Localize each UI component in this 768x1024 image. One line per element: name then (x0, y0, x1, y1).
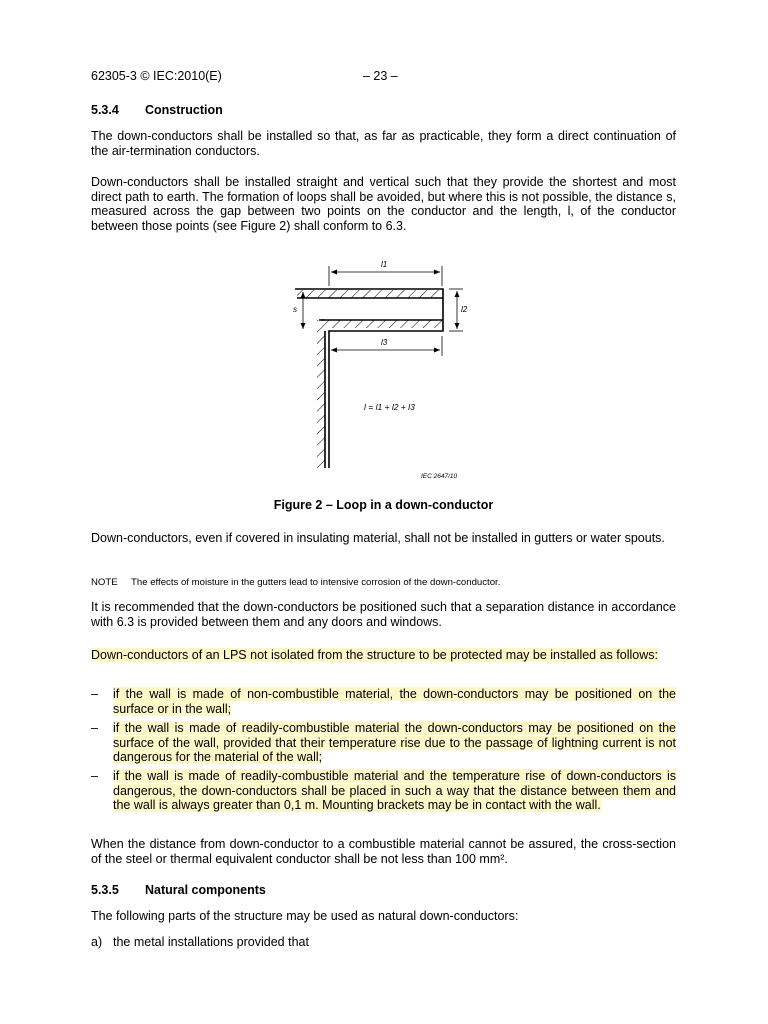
section-number: 5.3.4 (91, 103, 119, 117)
section-number: 5.3.5 (91, 883, 119, 897)
list-item (91, 721, 676, 765)
paragraph-cross-section: When the distance from down-conductor to a combustible material cannot be assured, the cross-section of the steel or thermal equivalent conductor shall be not less than 100 mm². (91, 837, 676, 866)
paragraph-natural: The following parts of the structure may be used as natural down-conductors: (91, 909, 519, 923)
paragraph-lps-installation (91, 648, 676, 663)
paragraph-separation: It is recommended that the down-conductors be positioned such that a separation distance in accordance with 6.3 is provided between them and any doors and windows. (91, 600, 676, 629)
list-item (91, 769, 676, 813)
note-text: The effects of moisture in the gutters lead to intensive corrosion of the down-conductor. (131, 577, 501, 588)
page-number: – 23 – (363, 69, 398, 83)
note (91, 577, 500, 588)
paragraph-continuation: The down-conductors shall be installed so that, as far as practicable, they form a direct continuation of the air-termination conductors. (91, 129, 676, 158)
label-l1: l1 (381, 260, 388, 269)
loop-formula: l = l1 + l2 + l3 (364, 402, 415, 412)
section-heading-5-3-5 (91, 883, 266, 897)
list-item-text: the metal installations provided that (113, 935, 309, 949)
wall-hatching (297, 290, 443, 468)
highlighted-text: Down-conductors of an LPS not isolated from the structure to be protected may be installed as follows: (91, 648, 658, 662)
iec-reference: IEC 2647/10 (421, 473, 458, 480)
list-item-label: a) (91, 935, 103, 949)
figure-2-loop-diagram (291, 256, 471, 486)
standard-reference: 62305-3 © IEC:2010(E) (91, 69, 222, 83)
list-dash: – (91, 687, 98, 701)
figure-caption: Figure 2 – Loop in a down-conductor (273, 498, 494, 512)
list-dash: – (91, 721, 98, 735)
list-item-text: if the wall is made of readily-combustible material the down-conductors may be positioned on the surface of the wall, provided that their temperature rise due to the passage of lightning current is not dangerous for the material of the wall; (113, 721, 676, 765)
note-label: NOTE (91, 577, 118, 588)
label-l2: l2 (461, 305, 468, 314)
list-item-text: if the wall is made of readily-combustible material and the temperature rise of down-conductors is dangerous, the down-conductors shall be placed in such a way that the distance between them and the wall is always greater than 0,1 m. Mounting brackets may be in contact with the wall. (113, 769, 676, 813)
list-item-a (91, 935, 676, 950)
section-title: Natural components (145, 883, 266, 897)
paragraph-gutters: Down-conductors, even if covered in insulating material, shall not be installed in gutters or water spouts. (91, 531, 665, 545)
paragraph-loops: Down-conductors shall be installed straight and vertical such that they provide the shortest and most direct path to earth. The formation of loops shall be avoided, but where this is not possible, the distance s, measured across the gap between two points on the conductor and the length, l, of the conductor between those points (see Figure 2) shall conform to 6.3. (91, 175, 676, 233)
list-item-text: if the wall is made of non-combustible material, the down-conductors may be positioned on the surface or in the wall; (113, 687, 676, 716)
list-dash: – (91, 769, 98, 783)
label-s: s (293, 305, 297, 314)
section-title: Construction (145, 103, 223, 117)
section-heading-5-3-4 (91, 103, 223, 117)
label-l3: l3 (381, 338, 388, 347)
list-item (91, 687, 676, 716)
